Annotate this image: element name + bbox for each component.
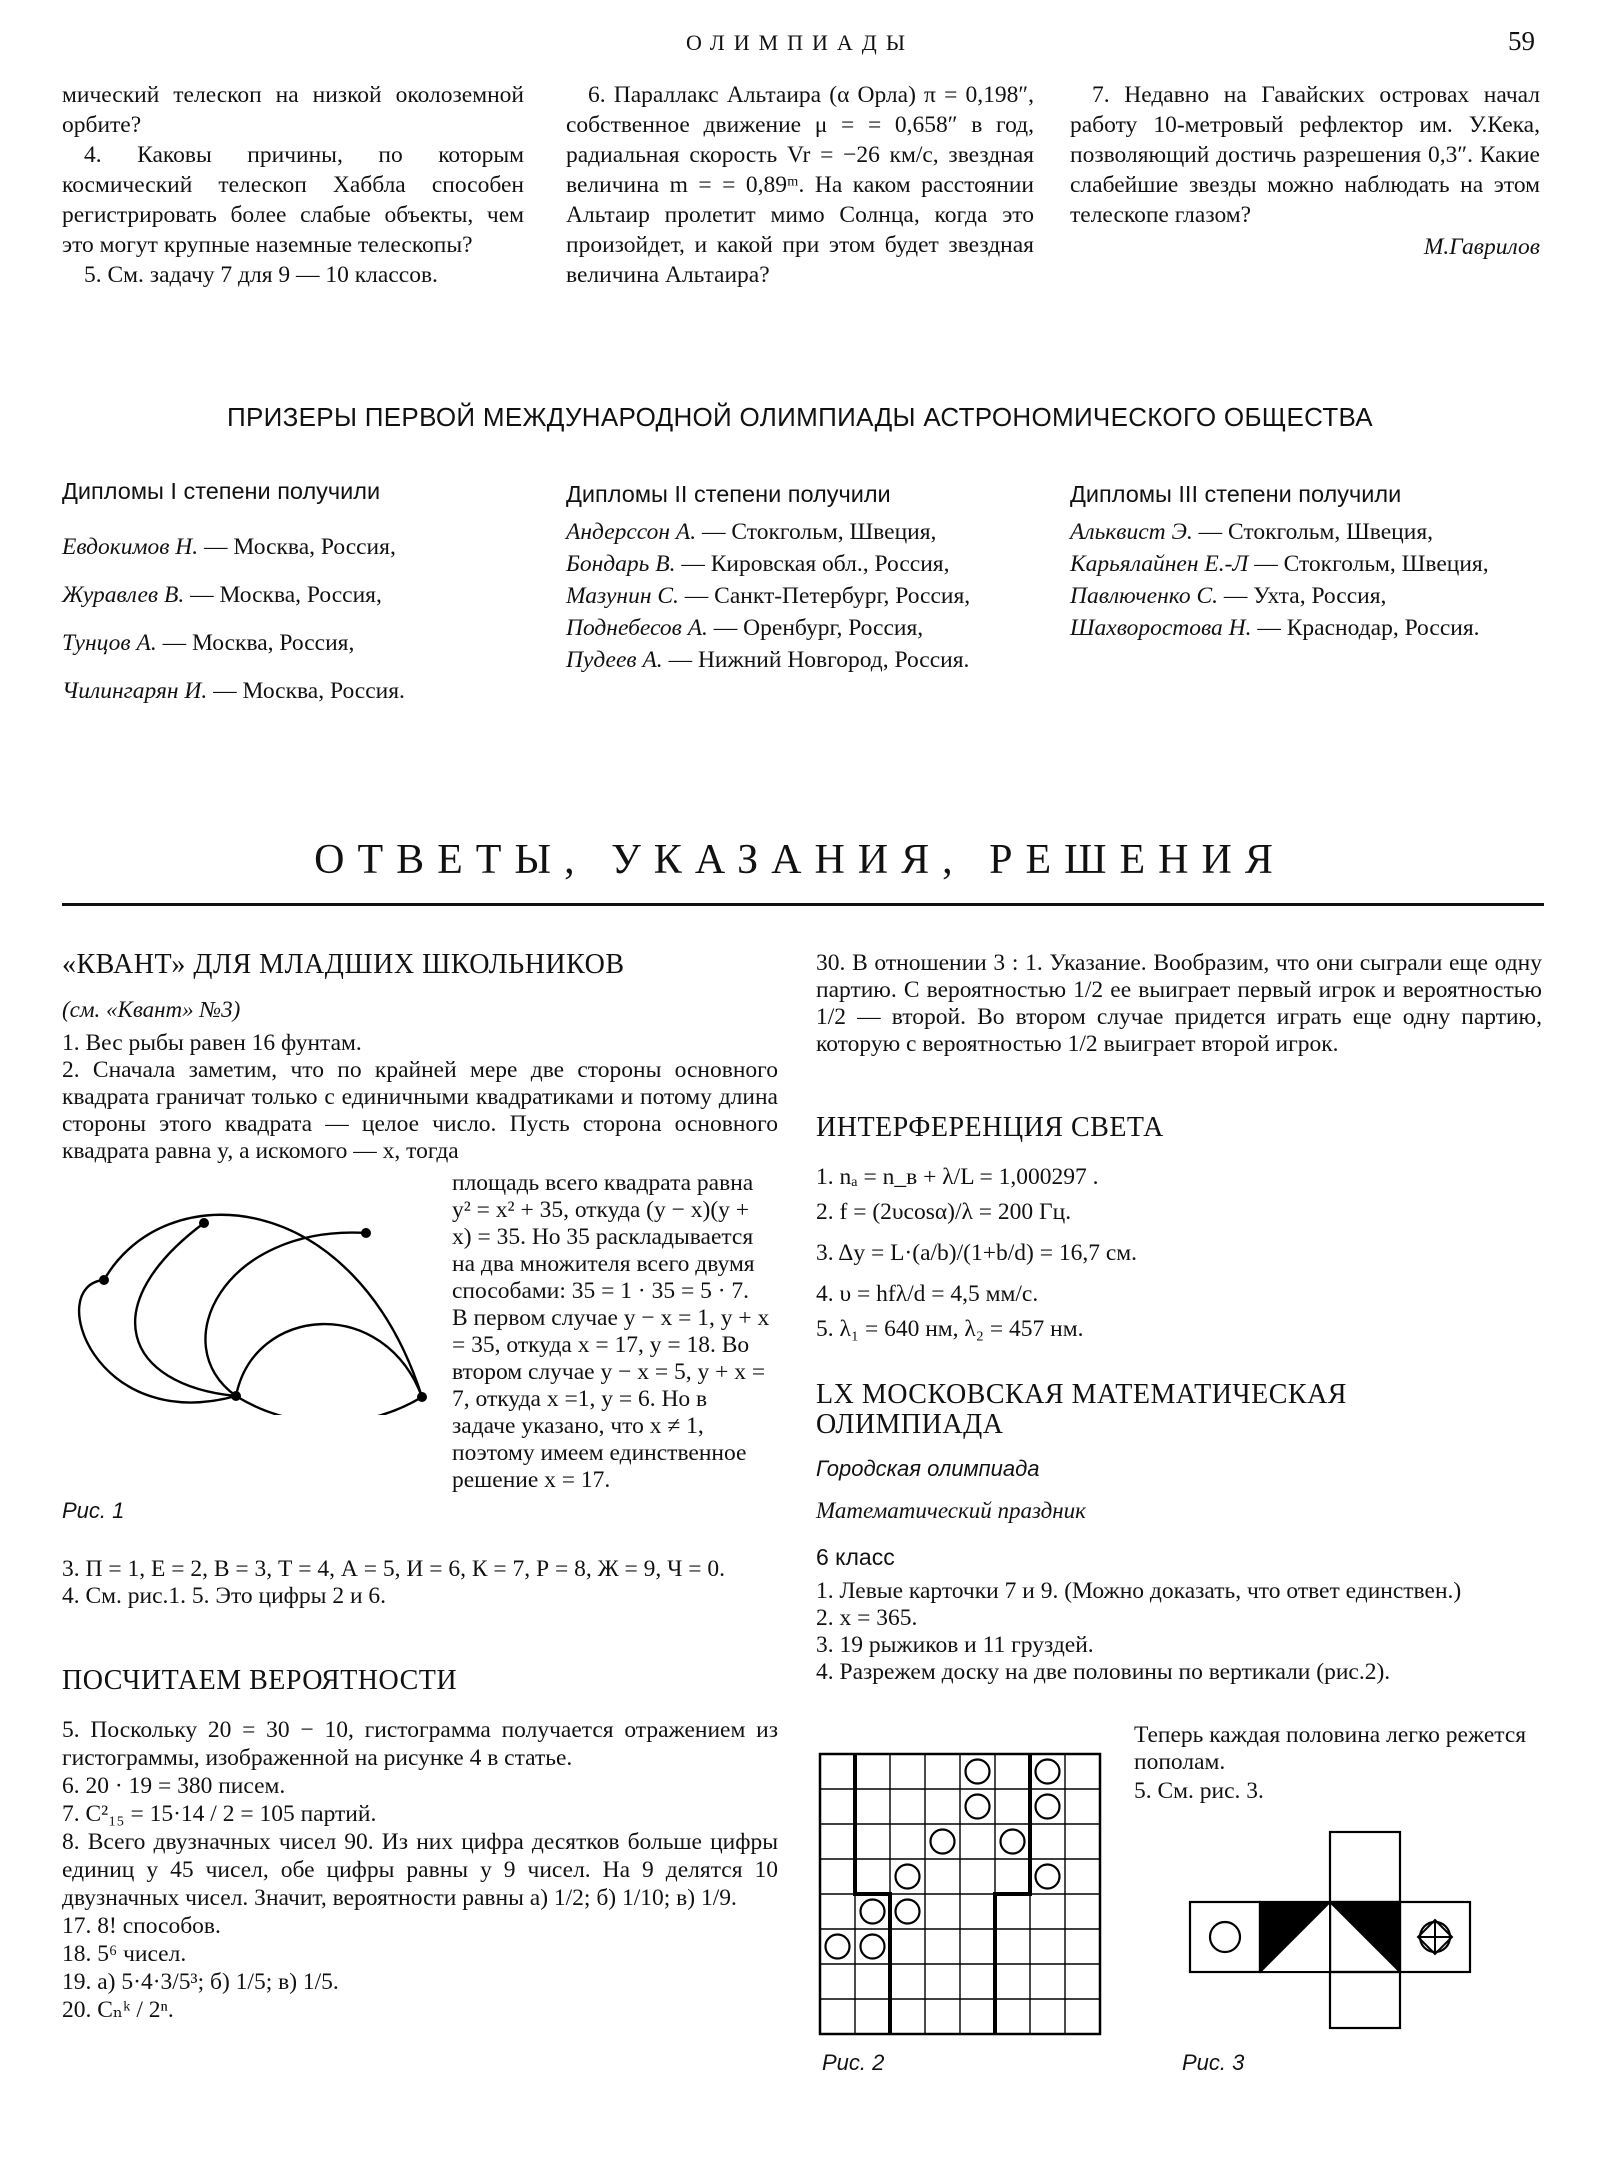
- probability-answers: [62, 1716, 778, 2024]
- diploma-column-2: [566, 481, 1036, 676]
- winner-place: — Москва, Россия,: [198, 534, 396, 560]
- winner-place: — Стокгольм, Швеция,: [1192, 519, 1434, 545]
- circle-symbol: [1210, 1922, 1240, 1952]
- prizes-title: ПРИЗЕРЫ ПЕРВОЙ МЕЖДУНАРОДНОЙ ОЛИМПИАДЫ АСТРОНОМИЧЕСКОГО ОБЩЕСТВА: [227, 402, 1373, 432]
- diploma-column-3: [1070, 481, 1540, 644]
- interference-answers: [816, 1160, 1542, 1347]
- diploma-entry: [566, 644, 1036, 676]
- kvant-reference: (см. «Квант» №3): [62, 997, 241, 1022]
- grade-heading: 6 класс: [816, 1544, 895, 1570]
- winner-name: Шахворостова Н.: [1070, 615, 1252, 641]
- diploma-entry: [566, 548, 1036, 580]
- winner-place: — Москва, Россия,: [184, 582, 382, 608]
- answer-item: 17. 8! способов.: [62, 1913, 221, 1939]
- diploma-entry: [62, 571, 532, 619]
- answers-title: ОТВЕТЫ, УКАЗАНИЯ, РЕШЕНИЯ: [314, 837, 1286, 883]
- diploma-entry: [566, 612, 1036, 644]
- diploma-entry: [62, 523, 532, 571]
- answer-item: 7. C²₁₅ = 15·14 / 2 = 105 партий.: [62, 1801, 377, 1827]
- arc-inner-3: [236, 1324, 422, 1397]
- figure-2-caption: Рис. 2: [822, 2050, 885, 2075]
- moscow-answers: [816, 1578, 1542, 1686]
- answer-item: 4. υ = hfλ/d = 4,5 мм/с.: [816, 1281, 1039, 1307]
- section-title-probability: ПОСЧИТАЕМ ВЕРОЯТНОСТИ: [62, 1665, 458, 1696]
- answer-item: 6. 20 · 19 = 380 писем.: [62, 1773, 286, 1799]
- winner-name: Чилингарян И.: [62, 678, 208, 704]
- answer-2: 2. Сначала заметим, что по крайней мере две стороны основного квадрата граничат только с единичными квадратиками и потому длина стороны этого квадрата — целое число. Пусть сторона основного квадрата равна y, а искомого — x, тогда: [62, 1057, 778, 1164]
- winner-place: — Санкт-Петербург, Россия,: [678, 583, 971, 609]
- diploma-heading: Дипломы I степени получили: [62, 478, 381, 504]
- answer-item: 8. Всего двузначных чисел 90. Из них цифра десятков больше цифры единиц у 45 чисел, обе цифры равны у 9 чисел. На 9 делятся 10 двузначных чисел. Значит, вероятности равны а) 1/2; б) 1/10; в) 1/9.: [62, 1829, 778, 1911]
- subtitle-math-holiday: Математический праздник: [816, 1498, 1086, 1523]
- winner-name: Журавлев В.: [62, 582, 185, 608]
- winner-place: — Оренбург, Россия,: [707, 615, 924, 641]
- point: [417, 1392, 427, 1402]
- diploma-entry: [1070, 548, 1540, 580]
- paragraph: 4. Каковы причины, по которым космический телескоп Хаббла способен регистрировать более слабые объекты, чем это могут крупные наземные телескопы?: [62, 142, 524, 258]
- answer-5: 5. См. рис. 3.: [1134, 1778, 1264, 1804]
- diploma-entry: [566, 580, 1036, 612]
- cut-line-right: [995, 1754, 1030, 2034]
- arc-inner-1: [135, 1223, 236, 1396]
- point: [99, 1275, 109, 1285]
- winner-name: Бондарь В.: [566, 551, 676, 577]
- answer-item: 1. Левые карточки 7 и 9. (Можно доказать, что ответ единствен.): [816, 1578, 1462, 1604]
- figure-1-caption: Рис. 1: [62, 1498, 125, 1523]
- winner-name: Альквист Э.: [1070, 519, 1193, 545]
- arc-inner-2: [205, 1233, 366, 1396]
- winner-name: Карьялайнен Е.-Л: [1070, 551, 1249, 577]
- kvant-answers-bottom: [62, 1556, 778, 1610]
- diploma-entry: [1070, 580, 1540, 612]
- answer-item: 5. Поскольку 20 = 30 − 10, гистограмма получается отражением из гистограммы, изображенной на рисунке 4 в статье.: [62, 1717, 778, 1771]
- paragraph: мический телескоп на низкой околоземной орбите?: [62, 82, 524, 138]
- answer-3: 3. П = 1, Е = 2, В = 3, Т = 4, А = 5, И = 6, К = 7, Р = 8, Ж = 9, Ч = 0.: [62, 1556, 726, 1582]
- answer-30: 30. В отношении 3 : 1. Указание. Вообразим, что они сыграли еще одну партию. С вероятностью 1/2 ее выиграет первый игрок и вероятностью 1/2 — второй. Во втором случае придется играть еще одну партию, которую с вероятностью 1/2 выиграет второй игрок.: [816, 950, 1542, 1057]
- author: М.Гаврилов: [1423, 234, 1540, 260]
- answer-item: 19. а) 5·4·3/5³; б) 1/5; в) 1/5.: [62, 1969, 339, 1995]
- title-rule: [62, 903, 1544, 906]
- diploma-heading: Дипломы III степени получили: [1070, 481, 1402, 507]
- point: [361, 1228, 371, 1238]
- diploma-entry: [62, 667, 532, 715]
- winner-place: — Краснодар, Россия.: [1251, 615, 1480, 641]
- subtitle-city-olympiad: Городская олимпиада: [816, 1456, 1040, 1481]
- figure-3: [1188, 1830, 1474, 2030]
- winner-name: Мазунин С.: [566, 583, 679, 609]
- kvant-answers-top: [62, 1030, 778, 1165]
- answer-4-5: 4. См. рис.1. 5. Это цифры 2 и 6.: [62, 1583, 387, 1609]
- arc-outer: [79, 1215, 422, 1403]
- answer-4-continuation: Теперь каждая половина легко режется пополам.: [1134, 1722, 1527, 1775]
- section-title-interference: ИНТЕРФЕРЕНЦИЯ СВЕТА: [816, 1112, 1164, 1143]
- answer-item: 20. Cₙᵏ / 2ⁿ.: [62, 1997, 174, 2023]
- page-number: 59: [1508, 26, 1535, 56]
- top-column-2: [566, 80, 1034, 290]
- diploma-column-1: [62, 478, 532, 715]
- winner-name: Пудеев А.: [566, 647, 663, 673]
- winner-place: — Москва, Россия,: [156, 630, 355, 656]
- cut-line-left: [855, 1754, 890, 2034]
- section-title-moscow: LX МОСКОВСКАЯ МАТЕМАТИЧЕСКАЯ ОЛИМПИАДА: [816, 1379, 1347, 1440]
- winner-name: Андерссон А.: [566, 519, 697, 545]
- paragraph: 6. Параллакс Альтаира (α Орла) π = 0,198″, собственное движение μ = = 0,658″ в год, радиальная скорость Vr = −26 км/с, звездная величина m = = 0,89ᵐ. На каком расстоянии Альтаир пролетит мимо Солнца, когда это произойдет, и какой при этом будет звездная величина Альтаира?: [566, 82, 1034, 288]
- answer-item: 18. 5⁶ чисел.: [62, 1941, 187, 1967]
- answer-item: 2. x = 365.: [816, 1605, 918, 1631]
- diploma-heading: Дипломы II степени получили: [566, 481, 891, 507]
- answer-item: 3. Δy = L·(a/b)/(1+b/d) = 16,7 см.: [816, 1240, 1138, 1266]
- winner-name: Евдокимов Н.: [62, 534, 199, 560]
- answer-item: 3. 19 рыжиков и 11 груздей.: [816, 1632, 1094, 1658]
- winner-name: Тунцов А.: [62, 630, 157, 656]
- paragraph: 7. Недавно на Гавайских островах начал работу 10-метровый рефлектор им. У.Кека, позволяющий достичь разрешения 0,3″. Какие слабейшие звезды можно наблюдать на этом телескопе глазом?: [1070, 82, 1540, 228]
- arc-outer-right: [236, 1396, 422, 1415]
- winner-name: Павлюченко С.: [1070, 583, 1218, 609]
- top-column-1: [62, 80, 524, 290]
- answer-item: 5. λ₁ = 640 нм, λ₂ = 457 нм.: [816, 1316, 1084, 1342]
- top-column-3: [1070, 80, 1540, 262]
- answer-item: 2. f = (2υcosα)/λ = 200 Гц.: [816, 1199, 1072, 1225]
- point: [199, 1218, 209, 1228]
- winner-place: — Стокгольм, Швеция,: [1248, 551, 1489, 577]
- winner-place: — Ухта, Россия,: [1218, 583, 1387, 609]
- point: [231, 1391, 241, 1401]
- diploma-entry: [62, 619, 532, 667]
- winner-place: — Стокгольм, Швеция,: [696, 519, 937, 545]
- answer-1: 1. Вес рыбы равен 16 фунтам.: [62, 1030, 362, 1056]
- diploma-entry: [1070, 516, 1540, 548]
- answer-item: 1. nₐ = n_в + λ/L = 1,000297 .: [816, 1164, 1099, 1190]
- figure-2: [818, 1752, 1104, 2038]
- diploma-entry: [1070, 612, 1540, 644]
- paragraph: 5. См. задачу 7 для 9 — 10 классов.: [84, 262, 438, 288]
- figure-3-caption: Рис. 3: [1182, 2050, 1245, 2075]
- winner-place: — Нижний Новгород, Россия.: [662, 647, 970, 673]
- answer-2-side: площадь всего квадрата равна y² = x² + 35, откуда (y − x)(y + x) = 35. Но 35 раскладывается на два множителя всего двумя способами: 35 = 1 · 35 = 5 · 7. В первом случае y − x = 1, y + x = 35, откуда x = 17, y = 18. Во втором случае y − x = 5, y + x = 7, откуда x =1, y = 6. Но в задаче указано, что x ≠ 1, поэтому имеем единственное решение x = 17.: [452, 1170, 770, 1493]
- winner-name: Поднебесов А.: [566, 615, 708, 641]
- diploma-entry: [566, 516, 1036, 548]
- figure-1: [54, 1195, 444, 1415]
- winner-place: — Кировская обл., Россия,: [675, 551, 950, 577]
- section-title-kvant: «КВАНТ» ДЛЯ МЛАДШИХ ШКОЛЬНИКОВ: [62, 949, 625, 980]
- running-header: ОЛИМПИАДЫ: [685, 30, 915, 55]
- winner-place: — Москва, Россия.: [207, 678, 405, 704]
- answer-item: 4. Разрежем доску на две половины по вертикали (рис.2).: [816, 1659, 1391, 1685]
